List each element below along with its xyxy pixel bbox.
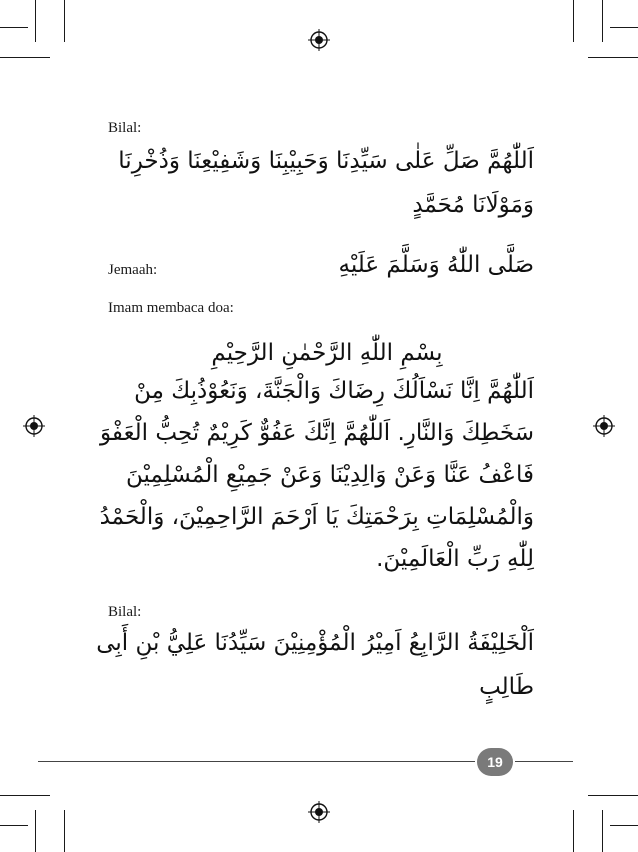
- arabic-text-line: سَخَطِكَ وَالنَّارِ. اَللّٰهُمَّ اِنَّكَ عَفُوٌّ كَرِيْمٌ تُحِبُّ الْعَفْوَ: [100, 420, 534, 446]
- arabic-text-line: وَمَوْلَانَا مُحَمَّدٍ: [412, 192, 534, 218]
- basmalah: بِسْمِ اللّٰهِ الرَّحْمٰنِ الرَّحِيْمِ: [211, 340, 443, 366]
- arabic-text-line: اَللّٰهُمَّ صَلِّ عَلٰى سَيِّدِنَا وَحَبِيْبِنَا وَشَفِيْعِنَا وَذُخْرِنَا: [118, 148, 534, 174]
- footer-rule: [38, 761, 475, 762]
- arabic-text-line: اَللّٰهُمَّ اِنَّا نَسْاَلُكَ رِضَاكَ وَالْجَنَّةَ، وَنَعُوْذُبِكَ مِنْ: [134, 378, 534, 404]
- arabic-text-line: طَالِبٍ: [479, 674, 534, 700]
- registration-mark-icon: [308, 801, 330, 823]
- registration-mark-icon: [308, 29, 330, 51]
- registration-mark-icon: [593, 415, 615, 437]
- arabic-text-line: صَلَّى اللّٰهُ وَسَلَّمَ عَلَيْهِ: [338, 252, 534, 278]
- speaker-label: Bilal:: [108, 604, 142, 620]
- speaker-label: Jemaah:: [108, 262, 158, 278]
- footer-rule: [515, 761, 573, 762]
- arabic-text-line: وَالْمُسْلِمَاتِ بِرَحْمَتِكَ يَا اَرْحَمَ الرَّاحِمِيْنَ، وَالْحَمْدُ: [99, 504, 534, 530]
- arabic-text-line: فَاعْفُ عَنَّا وَعَنْ وَالِدِيْنَا وَعَنْ جَمِيْعِ الْمُسْلِمِيْنَ: [126, 462, 534, 488]
- page-number-badge: 19: [477, 748, 513, 776]
- arabic-text-line: لِلّٰهِ رَبِّ الْعَالَمِيْنَ.: [376, 546, 534, 572]
- arabic-text-line: اَلْخَلِيْفَةُ الرَّابِعُ اَمِيْرُ الْمُؤْمِنِيْنَ سَيِّدُنَا عَلِيُّ بْنِ أَبِى: [96, 630, 534, 656]
- registration-mark-icon: [23, 415, 45, 437]
- speaker-label: Bilal:: [108, 120, 142, 136]
- speaker-label: Imam membaca doa:: [108, 300, 234, 316]
